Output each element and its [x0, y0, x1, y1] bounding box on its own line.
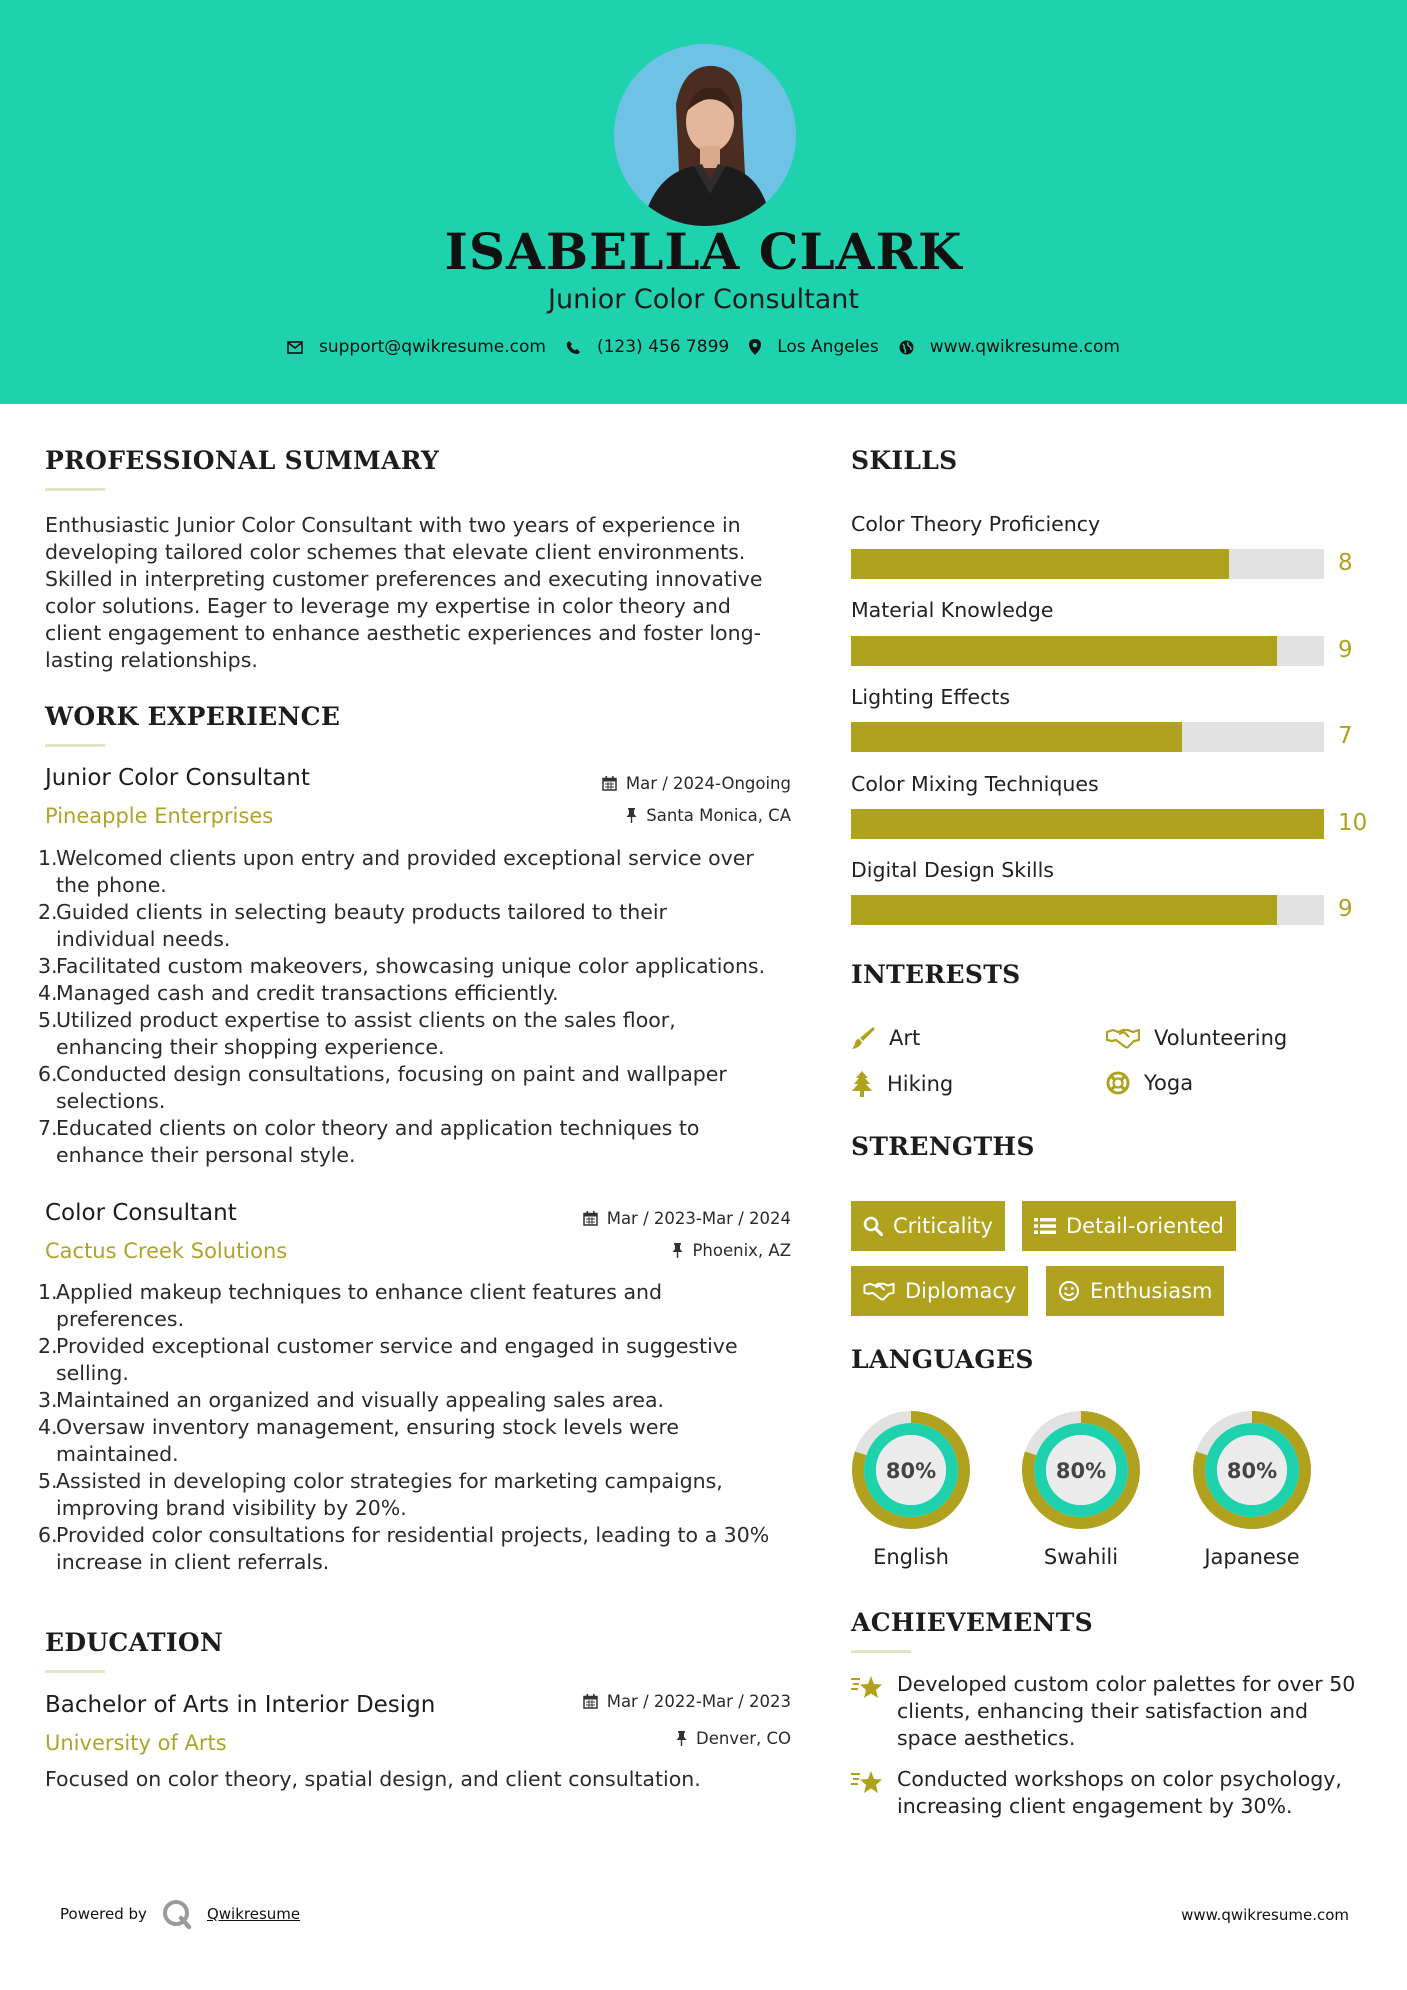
- contact-bar: [0, 337, 1407, 357]
- list-number: 5.: [38, 1469, 58, 1493]
- strength-badge: [1046, 1266, 1224, 1316]
- list-item: [38, 1414, 808, 1468]
- search-icon: [863, 1216, 883, 1236]
- profile-photo: [614, 44, 796, 226]
- interest-label: Art: [889, 1026, 921, 1050]
- skill-value: 9: [1338, 637, 1353, 663]
- achievements-heading: ACHIEVEMENTS: [851, 1608, 1093, 1637]
- calendar-icon: [583, 1211, 598, 1226]
- summary-line: Enthusiastic Junior Color Consultant with two years of experience in: [45, 513, 741, 537]
- list-item: [38, 1115, 808, 1169]
- star-medal-icon: [851, 1770, 883, 1796]
- job-date: [602, 774, 791, 793]
- achievement-line: Conducted workshops on color psychology,: [897, 1767, 1342, 1791]
- summary-line: color solutions. Eager to leverage my expertise in color theory and: [45, 594, 731, 618]
- achievement-item: [851, 1671, 1371, 1752]
- language-gauge: [1020, 1409, 1142, 1531]
- skill-value: 9: [1338, 896, 1353, 922]
- language-gauge: [1191, 1409, 1313, 1531]
- achievement-item: [851, 1766, 1371, 1820]
- job-title: Junior Color Consultant: [45, 765, 310, 791]
- skill-bar-fill: [851, 636, 1277, 666]
- list-line: Welcomed clients upon entry and provided exceptional service over: [56, 846, 754, 870]
- summary-heading: PROFESSIONAL SUMMARY: [45, 446, 440, 475]
- job-location: [626, 806, 791, 825]
- list-line: enhancing their shopping experience.: [56, 1035, 445, 1059]
- list-number: 5.: [38, 1008, 58, 1032]
- list-icon: [1034, 1217, 1056, 1235]
- list-item: [38, 1061, 808, 1115]
- strength-label: Diplomacy: [905, 1279, 1017, 1303]
- education-degree: Bachelor of Arts in Interior Design: [45, 1692, 436, 1718]
- strength-badge: [851, 1266, 1028, 1316]
- strengths-heading: STRENGTHS: [851, 1132, 1035, 1161]
- list-number: 1.: [38, 1280, 58, 1304]
- education-date: [583, 1692, 791, 1711]
- footer-site-link[interactable]: www.qwikresume.com: [1181, 1906, 1349, 1924]
- handshake-icon: [863, 1281, 895, 1301]
- pushpin-icon: [672, 1243, 683, 1258]
- skill-label: Lighting Effects: [851, 685, 1011, 709]
- skill-bar-track: [851, 722, 1324, 752]
- pushpin-icon: [676, 1731, 687, 1746]
- contact-email[interactable]: [287, 337, 546, 357]
- job-date: [583, 1209, 791, 1228]
- location-pin-icon: [749, 339, 761, 355]
- skill-label: Material Knowledge: [851, 598, 1054, 622]
- summary-line: developing tailored color schemes that elevate client environments.: [45, 540, 746, 564]
- list-line: Oversaw inventory management, ensuring stock levels were: [56, 1415, 680, 1439]
- achievement-line: space aesthetics.: [897, 1726, 1076, 1750]
- footer-brand-link[interactable]: Qwikresume: [206, 1905, 301, 1923]
- job-company: Cactus Creek Solutions: [45, 1239, 288, 1263]
- list-line: Managed cash and credit transactions efficiently.: [56, 981, 559, 1005]
- list-line: Utilized product expertise to assist clients on the sales floor,: [56, 1008, 676, 1032]
- summary-text: [45, 512, 795, 674]
- list-item: [38, 1333, 808, 1387]
- list-line: Provided color consultations for residential projects, leading to a 30%: [56, 1523, 770, 1547]
- list-line: the phone.: [56, 873, 167, 897]
- language-percent: 80%: [1055, 1459, 1107, 1483]
- list-number: 4.: [38, 981, 58, 1005]
- list-number: 6.: [38, 1523, 58, 1547]
- list-line: improving brand visibility by 20%.: [56, 1496, 407, 1520]
- job-location-text: Phoenix, AZ: [692, 1241, 791, 1260]
- skill-value: 10: [1338, 810, 1368, 836]
- strength-badge: [851, 1201, 1005, 1251]
- interest-item: [1106, 1071, 1193, 1095]
- experience-rule: [45, 744, 105, 747]
- list-number: 2.: [38, 1334, 58, 1358]
- language-donut: [850, 1409, 972, 1531]
- list-line: selling.: [56, 1361, 129, 1385]
- summary-rule: [45, 488, 105, 491]
- summary-line: client engagement to enhance aesthetic experiences and foster long-: [45, 621, 761, 645]
- footer-branding: [60, 1898, 300, 1930]
- list-item: [38, 1279, 808, 1333]
- contact-location-text: Los Angeles: [777, 337, 879, 357]
- smile-icon: [1058, 1280, 1080, 1302]
- list-line: preferences.: [56, 1307, 185, 1331]
- footer-powered-by: Powered by: [60, 1905, 147, 1923]
- list-item: [38, 899, 808, 953]
- qwikresume-logo-icon: [161, 1898, 193, 1930]
- language-donut: [1020, 1409, 1142, 1531]
- language-donut: [1191, 1409, 1313, 1531]
- interests-heading: INTERESTS: [851, 960, 1021, 989]
- job-location-text: Santa Monica, CA: [646, 806, 791, 825]
- person-portrait-image: [614, 44, 796, 226]
- phone-icon: [566, 340, 581, 355]
- globe-icon: [899, 340, 914, 355]
- skill-bar-track: [851, 895, 1324, 925]
- skill-label: Color Mixing Techniques: [851, 772, 1099, 796]
- list-line: maintained.: [56, 1442, 179, 1466]
- list-number: 3.: [38, 1388, 58, 1412]
- language-label: Japanese: [1204, 1545, 1300, 1569]
- tree-icon: [851, 1071, 873, 1097]
- candidate-name: ISABELLA CLARK: [444, 222, 963, 281]
- skill-bar-fill: [851, 809, 1324, 839]
- skills-heading: SKILLS: [851, 446, 958, 475]
- achievement-line: increasing client engagement by 30%.: [897, 1794, 1293, 1818]
- strength-badge: [1022, 1201, 1236, 1251]
- candidate-title: Junior Color Consultant: [548, 284, 859, 315]
- list-line: selections.: [56, 1089, 166, 1113]
- list-line: individual needs.: [56, 927, 231, 951]
- list-line: Assisted in developing color strategies for marketing campaigns,: [56, 1469, 723, 1493]
- list-line: Conducted design consultations, focusing on paint and wallpaper: [56, 1062, 727, 1086]
- resume-header: [0, 0, 1407, 404]
- list-item: [38, 1468, 808, 1522]
- contact-email-text: support@qwikresume.com: [319, 337, 546, 357]
- job-date-text: Mar / 2024-Ongoing: [625, 774, 791, 793]
- interest-item: [851, 1026, 920, 1050]
- contact-location: [749, 337, 879, 357]
- star-medal-icon: [851, 1675, 883, 1701]
- list-line: Guided clients in selecting beauty products tailored to their: [56, 900, 667, 924]
- languages-heading: LANGUAGES: [851, 1345, 1034, 1374]
- interest-label: Hiking: [887, 1072, 954, 1096]
- list-number: 4.: [38, 1415, 58, 1439]
- language-percent: 80%: [1226, 1459, 1278, 1483]
- list-item: [38, 845, 808, 899]
- education-school: University of Arts: [45, 1731, 227, 1755]
- list-item: [38, 953, 808, 980]
- achievement-line: clients, enhancing their satisfaction and: [897, 1699, 1309, 1723]
- strength-label: Detail-oriented: [1066, 1214, 1224, 1238]
- education-location-text: Denver, CO: [695, 1729, 791, 1748]
- job-company: Pineapple Enterprises: [45, 804, 274, 828]
- education-heading: EDUCATION: [45, 1628, 224, 1657]
- skill-bar-fill: [851, 895, 1277, 925]
- list-line: enhance their personal style.: [56, 1143, 356, 1167]
- skill-bar-fill: [851, 722, 1182, 752]
- education-description: Focused on color theory, spatial design, and client consultation.: [45, 1767, 701, 1791]
- achievement-text: [897, 1766, 1342, 1820]
- language-label: Swahili: [1043, 1545, 1119, 1569]
- strength-label: Criticality: [893, 1214, 993, 1238]
- skill-label: Color Theory Proficiency: [851, 512, 1101, 536]
- list-item: [38, 980, 808, 1007]
- interest-item: [1106, 1026, 1287, 1050]
- list-item: [38, 1387, 808, 1414]
- interest-label: Yoga: [1144, 1071, 1194, 1095]
- achievement-line: Developed custom color palettes for over 50: [897, 1672, 1356, 1696]
- education-location: [676, 1729, 791, 1748]
- job-date-text: Mar / 2023-Mar / 2024: [606, 1209, 791, 1228]
- skill-bar-track: [851, 636, 1324, 666]
- summary-line: lasting relationships.: [45, 648, 258, 672]
- summary-line: Skilled in interpreting customer preferences and executing innovative: [45, 567, 763, 591]
- strength-label: Enthusiasm: [1090, 1279, 1213, 1303]
- list-line: Facilitated custom makeovers, showcasing unique color applications.: [56, 954, 766, 978]
- skill-value: 7: [1338, 723, 1353, 749]
- calendar-icon: [583, 1694, 598, 1709]
- job-title: Color Consultant: [45, 1200, 237, 1226]
- paintbrush-icon: [851, 1026, 875, 1050]
- education-date-text: Mar / 2022-Mar / 2023: [606, 1692, 791, 1711]
- handshake-icon: [1106, 1027, 1140, 1049]
- language-gauge: [850, 1409, 972, 1531]
- skill-bar-track: [851, 549, 1324, 579]
- list-item: [38, 1522, 808, 1576]
- contact-website-text: www.qwikresume.com: [929, 337, 1120, 357]
- achievements-rule: [851, 1650, 911, 1653]
- list-item: [38, 1007, 808, 1061]
- job-duties-list: [38, 845, 808, 1169]
- job-duties-list: [38, 1279, 808, 1576]
- calendar-icon: [602, 776, 617, 791]
- skill-value: 8: [1338, 550, 1353, 576]
- lifebuoy-icon: [1106, 1071, 1130, 1095]
- skill-bar-track: [851, 809, 1324, 839]
- list-line: increase in client referrals.: [56, 1550, 330, 1574]
- envelope-icon: [287, 341, 303, 354]
- language-label: English: [873, 1545, 949, 1569]
- skill-bar-fill: [851, 549, 1229, 579]
- list-number: 6.: [38, 1062, 58, 1086]
- contact-phone-text: (123) 456 7899: [596, 337, 730, 357]
- experience-heading: WORK EXPERIENCE: [45, 702, 341, 731]
- interest-label: Volunteering: [1154, 1026, 1288, 1050]
- list-number: 7.: [38, 1116, 58, 1140]
- list-line: Applied makeup techniques to enhance client features and: [56, 1280, 663, 1304]
- list-line: Provided exceptional customer service and engaged in suggestive: [56, 1334, 738, 1358]
- list-number: 2.: [38, 900, 58, 924]
- language-percent: 80%: [885, 1459, 937, 1483]
- interest-item: [851, 1071, 953, 1097]
- list-line: Maintained an organized and visually appealing sales area.: [56, 1388, 665, 1412]
- pushpin-icon: [626, 808, 637, 823]
- contact-phone[interactable]: [566, 337, 729, 357]
- skill-label: Digital Design Skills: [851, 858, 1054, 882]
- achievement-text: [897, 1671, 1355, 1752]
- job-location: [672, 1241, 791, 1260]
- list-number: 1.: [38, 846, 58, 870]
- list-line: Educated clients on color theory and application techniques to: [56, 1116, 700, 1140]
- contact-website[interactable]: [899, 337, 1120, 357]
- list-number: 3.: [38, 954, 58, 978]
- education-rule: [45, 1670, 105, 1673]
